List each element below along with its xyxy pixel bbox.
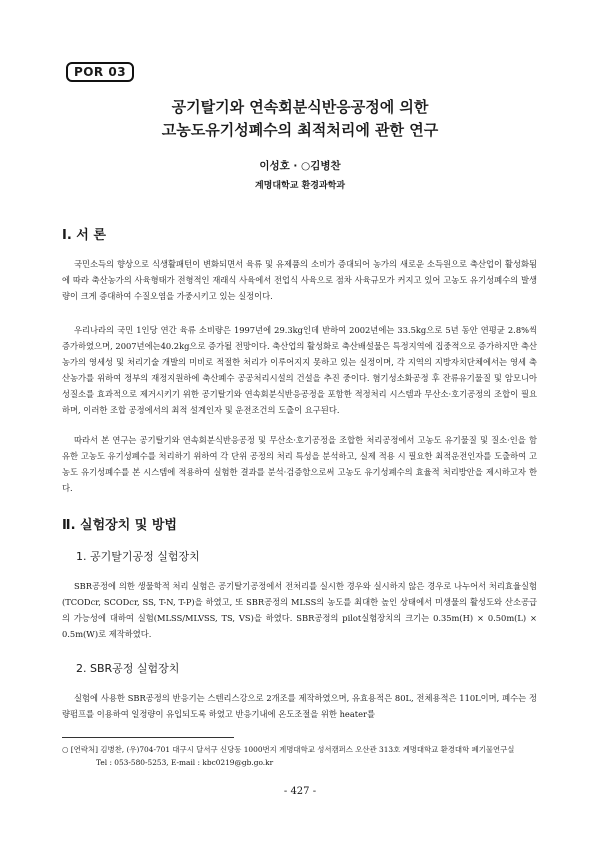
section-heading-introduction: Ⅰ. 서 론 [62, 228, 106, 243]
subsection-heading-air-stripping: 1. 공기탈기공정 실험장치 [76, 550, 200, 563]
affiliation: 계명대학교 환경과학과 [254, 181, 346, 191]
footnote-contact-phone-email: Tel : 053-580-5253, E-mail : kbc0219@gb.go.kr [96, 758, 274, 767]
footnote-contact-address: ○ [연락처] 김병찬, (우)704-701 대구시 달서구 신당동 1000번지 계명대학교 성서캠퍼스 오산관 313호 계명대학교 환경대학 폐기물연구실 [62, 745, 515, 754]
page-number: - 427 - [283, 786, 317, 797]
paper-title-line-1: 공기탈기와 연속회분식반응공정에 의한 [171, 98, 429, 116]
footnote [62, 743, 514, 769]
authors: 이성호 · ○김병찬 [259, 160, 341, 172]
footnote-divider [62, 737, 234, 738]
section-heading-methods: Ⅱ. 실험장치 및 방법 [62, 518, 177, 533]
intro-paragraph-3: 따라서 본 연구는 공기탈기와 연속회분식반응공정 및 무산소·호기공정을 조합한 처리공정에서 고농도 유기물질 및 질소·인을 함유한 고농도 유기성폐수를 처리하기 위하여 각 단위 공정의 처리 특성을 분석하고, 실제 적용 시 필요한 최적운전인자를 도출하여 고농도 유기성폐수를 본 시스템에 적용하여 실험한 결과를 분석·검증함으로써 고농도 유기성폐수의 효율적 처리방안을 제시하고자 한다. [62, 435, 537, 494]
intro-paragraph-2: 우리나라의 국민 1인당 연간 육류 소비량은 1997년에 29.3kg인데 반하여 2002년에는 33.5kg으로 5년 동안 연평균 2.8%씩 증가하였으며, 2007년에는40.2kg으로 증가될 전망이다. 축산업의 활성화로 축산배설물은 특정지역에 집중적으로 증가하지만 축산농가의 영세성 및 처리기술 개발의 미비로 적절한 처리가 이루어지지 못하고 있는 실정이며, 각 지역의 지방자치단체에서는 영세 축산농가를 위하여 정부의 재정지원하에 축산폐수 공공처리시설의 건설을 추진 중이다. 혐기성소화공정 후 잔류유기물질 및 암모니아성질소를 효과적으로 제거시키기 위한 공기탈기와 연속회분식반응공정을 포함한 적정처리 시스템과 무산소·호기공정의 조합이 필요하며, 이러한 조합 공정에서의 최적 설계인자 및 운전조건의 도출이 요구된다. [62, 325, 537, 416]
paper-title-line-2: 고농도유기성폐수의 최적처리에 관한 연구 [161, 121, 439, 139]
subsection-heading-sbr: 2. SBR공정 실험장치 [76, 662, 180, 675]
section-code-badge: POR 03 [66, 62, 134, 82]
methods-paragraph-2: 실험에 사용한 SBR공정의 반응기는 스텐리스강으로 2개조를 제작하였으며, 유효용적은 80L, 전체용적은 110L이며, 폐수는 정량펌프를 이용하여 일정량이 유입되도록 하였고 반응기내에 온도조절을 위한 heater를 [62, 693, 537, 720]
methods-paragraph-1: SBR공정에 의한 생물학적 처리 실험은 공기탈기공정에서 전처리를 실시한 경우와 실시하지 않은 경우로 나누어서 처리효율실험(TCODcr, SCODcr, SS, T-N, T-P)을 하였고, 또 SBR공정의 MLSS의 농도를 최대한 높인 상태에서 미생물의 활성도와 산소공급의 가능성에 대하여 실험(MLSS/MLVSS, TS, VS)을 하였다. SBR공정의 pilot실험장치의 크기는 0.35m(H) × 0.50m(L) × 0.5m(W)로 제작하였다. [62, 581, 537, 640]
intro-paragraph-1: 국민소득의 향상으로 식생활패턴이 변화되면서 육류 및 유제품의 소비가 증대되어 농가의 새로운 소득원으로 축산업이 활성화됨에 따라 축산농가의 사육형태가 전형적인 재래식 사육에서 전업식 사육으로 점차 사육규모가 커지고 있어 고농도 유기성폐수의 발생량이 크게 증대하여 수질오염을 가중시키고 있는 실정이다. [62, 259, 537, 302]
